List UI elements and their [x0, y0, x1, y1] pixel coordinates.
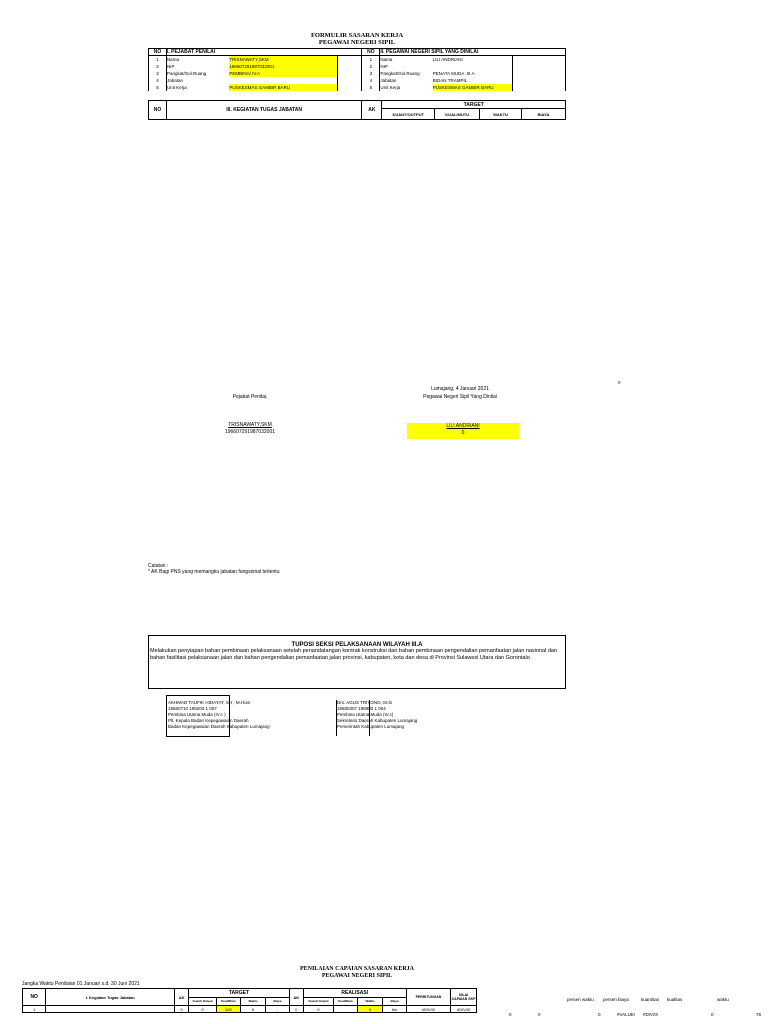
- pejabat-spacer: [337, 63, 362, 70]
- pen-subheader: Waktu: [240, 997, 266, 1006]
- pejabat-no: 5: [149, 84, 167, 91]
- pegawai-spacer: [513, 70, 566, 77]
- pen-subheader: Kuant/ Output: [189, 997, 217, 1006]
- sig2-left-line: Plt. Kepala Badan Kepegawaian Daerah: [168, 718, 249, 723]
- pen-nilai-header: NILAI CAPAIAN SKP: [451, 989, 477, 1006]
- pegawai-value: PENATA MUDA ,III.A: [432, 71, 475, 76]
- sig2-left-line: 19660710 199203 1 007: [168, 706, 217, 711]
- kegiatan-header-row: [149, 101, 566, 109]
- pejabat-value: 196607291987032001: [229, 63, 337, 70]
- pen-cell: 0: [289, 1006, 303, 1013]
- pegawai-value: BIDAN TRAMPIL: [432, 78, 468, 83]
- kegiatan-title-header: III. KEGIATAN TUGAS JABATAN: [166, 101, 361, 120]
- pejabat-row: [149, 56, 566, 64]
- form-title-line2: PEGAWAI NEGERI SIPIL: [318, 39, 396, 46]
- pejabat-spacer: [337, 77, 362, 84]
- sig2-left-line: Badan Kepegawaian Daerah Kabupaten Lumajang: [168, 724, 270, 729]
- pen-perhitungan-header: PERHITUNGAN: [406, 989, 450, 1006]
- pejabat-row: [149, 84, 566, 91]
- pegawai-spacer: [513, 84, 566, 91]
- pen-cell: 0: [175, 1006, 189, 1013]
- pen-subheader: Waktu: [357, 997, 383, 1006]
- pejabat-spacer: [337, 56, 362, 64]
- pejabat-value: TRISNAWATY,SKM: [229, 56, 337, 64]
- pegawai-label: Nama: [380, 57, 393, 62]
- pen-subheader: Kual/Mutu: [334, 997, 357, 1006]
- pejabat-spacer: [337, 70, 362, 77]
- pen-cell: 0: [189, 1006, 217, 1013]
- penilaian-row: [23, 1006, 477, 1013]
- pejabat-row: [149, 77, 566, 84]
- pegawai-spacer: [513, 56, 566, 64]
- right-value: #VALUE!: [617, 1012, 636, 1017]
- pen-subheader: Kual/Mutu: [217, 997, 240, 1006]
- kegiatan-no-header: NO: [149, 101, 167, 120]
- right-value: 0: [509, 1012, 512, 1017]
- left-signer-title: Pejabat Penilai,: [232, 394, 268, 400]
- pegawai-no: 4: [362, 77, 380, 84]
- pegawai-label: Jabatan: [380, 78, 397, 83]
- right-value: 0: [598, 1012, 601, 1017]
- sig2-right-line: Drs. AGUS TRIYONO, M.Si: [337, 700, 393, 705]
- pen-ak-header: AK: [175, 989, 189, 1006]
- pen-kegiatan-header: I. Kegiatan Tugas Jabatan: [46, 989, 175, 1006]
- right-signer-box: [407, 423, 519, 439]
- pejabat-value: PEMBINA/ IV.A: [229, 70, 337, 77]
- left-signer-nip: 196607291987032001: [224, 429, 276, 435]
- penilaian-title: [148, 966, 566, 980]
- penilaian-range: Jangka Waktu Penilaian 01 Januari s.d. 30 Juni 2021: [22, 981, 140, 987]
- right-signer-title: Pegawai Negeri Sipil Yang Dinilai: [423, 394, 497, 400]
- pejabat-no: 1: [149, 56, 167, 64]
- right-label: waktu: [717, 997, 729, 1002]
- pen-subheader: Biaya: [383, 997, 406, 1006]
- pen-cell: #DIV/0!: [406, 1006, 450, 1013]
- left-signer-name: TRISNAWATY,SKM: [228, 422, 272, 428]
- side-zero: 0: [618, 380, 621, 385]
- right-value: 0: [711, 1012, 714, 1017]
- form-title-line1: FORMULIR SASARAN KERJA: [310, 32, 404, 39]
- pegawai-no-header: NO: [362, 49, 380, 56]
- sig2-right-frame: [336, 700, 370, 736]
- pen-cell: 1: [23, 1006, 46, 1013]
- right-value: 0: [538, 1012, 541, 1017]
- pegawai-no: 3: [362, 70, 380, 77]
- place-date: Lumajang, 4 Januari 2021: [431, 386, 489, 392]
- pen-cell: 0: [357, 1006, 383, 1013]
- sig2-left-line: Pembina Utama Muda (IV.c ): [168, 712, 226, 717]
- pen-subheader: Biaya: [266, 997, 289, 1006]
- pegawai-no: 1: [362, 56, 380, 64]
- pegawai-value: LILI ANDRIANI: [432, 57, 463, 62]
- pegawai-spacer: [513, 77, 566, 84]
- pegawai-no: 5: [362, 84, 380, 91]
- right-signer-name: LILI ANDRIANI: [446, 423, 480, 429]
- pejabat-label: Unit Kerja: [166, 85, 187, 90]
- pen-target-header: TARGET: [189, 989, 290, 998]
- pejabat-header: I. PEJABAT PENILAI: [166, 49, 362, 56]
- pegawai-header: II. PEGAWAI NEGERI SIPIL YANG DINILAI: [380, 49, 566, 56]
- note-line1: Catatan :: [148, 563, 169, 569]
- right-label: kualitas: [667, 997, 683, 1002]
- pejabat-value: PUSKESMAS GAMBIR BARU: [229, 84, 337, 91]
- pejabat-label: Jabatan: [166, 78, 183, 83]
- sig2-left-line: AKHMAD TAUFIK HIDAYAT, SH , M.Hum: [168, 700, 251, 705]
- kuant-header: KUANT/OUTPUT: [382, 109, 435, 120]
- pen-cell: bln: [383, 1006, 406, 1013]
- pen-cell: [334, 1006, 357, 1013]
- right-value: 76: [756, 1012, 762, 1017]
- pen-realisasi-header: REALISASI: [303, 989, 406, 998]
- note-line2: * AK Bagi PNS yang memangku jabatan fungsional tertentu: [148, 569, 280, 575]
- pegawai-no: 2: [362, 63, 380, 70]
- pejabat-spacer: [337, 84, 362, 91]
- pen-cell: [46, 1006, 175, 1013]
- pen-no-header: NO: [23, 989, 46, 1006]
- tuposi-title: TUPOSI SEKSI PELAKSANAAN WILAYAH III.A: [291, 642, 423, 648]
- pejabat-no: 4: [149, 77, 167, 84]
- pegawai-label: Unit Kerja: [380, 85, 401, 90]
- kegiatan-table: [148, 100, 566, 120]
- right-label: persen biaya: [603, 997, 629, 1002]
- pejabat-header-row: [149, 49, 566, 56]
- waktu-header: WAKTU: [480, 109, 522, 120]
- pejabat-no: 3: [149, 70, 167, 77]
- right-signer-nip: 0: [461, 430, 465, 436]
- pen-cell: 100: [217, 1006, 240, 1013]
- kegiatan-ak-header: AK: [362, 101, 382, 120]
- biaya-header: BIAYA: [522, 109, 566, 120]
- sig2-right-line: 19680307 198903 1 004: [337, 706, 386, 711]
- pejabat-no-header: NO: [149, 49, 167, 56]
- sig2-right-line: Pembina Utama Muda (IV.c): [337, 712, 394, 717]
- pejabat-table: [148, 48, 566, 91]
- form-title: [148, 32, 566, 46]
- pejabat-row: [149, 63, 566, 70]
- pejabat-label: Pangkat/Gol.Ruang: [166, 71, 207, 76]
- kual-header: KUAL/MUTU: [435, 109, 480, 120]
- pen-cell: 6: [240, 1006, 266, 1013]
- sig2-right-line: Sekretaris Daerah Kabupaten Lumajang: [337, 718, 418, 723]
- penilaian-table: [22, 988, 477, 1013]
- pejabat-label: NIP: [166, 64, 175, 69]
- right-label: kuantitas: [641, 997, 660, 1002]
- pen-cell: 0: [303, 1006, 333, 1013]
- right-label: persen waktu: [567, 997, 594, 1002]
- pegawai-value: PUSKESMAS GAMBIR BARU: [433, 84, 513, 91]
- tuposi-text: Melakukan penyiapan bahan pembinaan pelaksanaan setelah penandatangan kontrak konstruksi dan bahan pembinaan pengendalian pemanfaatan jalan nasional dan bahan fasilitasi pelaksanaan jalan dan bahan pengendalian pemanfaatan jalan provinsi, kabupaten, kota dan desa di Provinsi Sulawesi Utara dan Gorontalo: [150, 648, 558, 661]
- penilaian-title-line1: PENILAIAN CAPAIAN SASARAN KERJA: [299, 966, 415, 972]
- pejabat-label: Nama: [166, 57, 179, 62]
- note: [148, 563, 279, 575]
- target-header: TARGET: [382, 101, 566, 109]
- pegawai-value: [433, 63, 513, 70]
- pegawai-label: Pangkat/Gol.Ruang: [380, 71, 420, 76]
- penilaian-title-line2: PEGAWAI NEGERI SIPIL: [321, 973, 393, 979]
- pejabat-row: [149, 70, 566, 77]
- right-value: #DIV/0!: [643, 1012, 659, 1017]
- pen-cell: -: [266, 1006, 289, 1013]
- sig2-left-frame: [166, 695, 230, 737]
- penilaian-header-row: [23, 989, 477, 998]
- pen-cell: #DIV/0!: [451, 1006, 477, 1013]
- pen-ak2-header: AK: [289, 989, 303, 1006]
- pegawai-spacer: [513, 63, 566, 70]
- pejabat-value: [229, 77, 337, 84]
- sig2-right-line: Pemerintah Kabupaten Lumajang: [337, 724, 405, 729]
- pen-subheader: Kuant/ Output: [303, 997, 333, 1006]
- pejabat-no: 2: [149, 63, 167, 70]
- pegawai-label: NIP: [380, 64, 388, 69]
